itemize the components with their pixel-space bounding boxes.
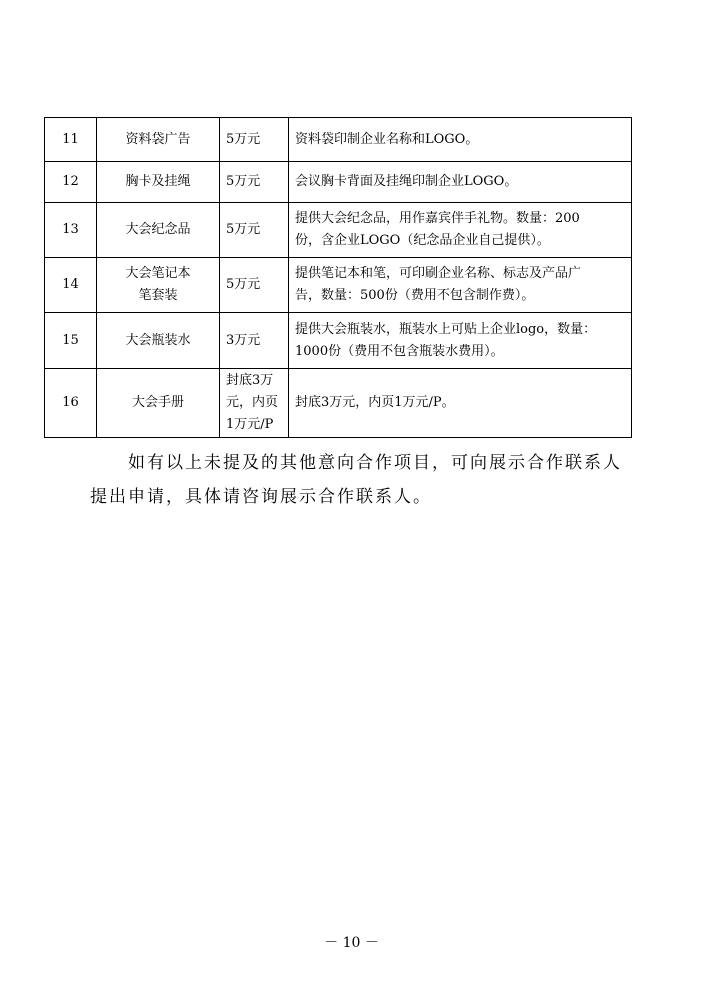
row-number: 13 [45, 203, 97, 258]
table-row [45, 162, 632, 203]
item-description-line: 提供大会纪念品，用作嘉宾伴手礼物。数量：200 [295, 211, 580, 226]
row-number: 15 [45, 313, 97, 369]
item-name-line: 大会瓶装水 [125, 332, 191, 348]
item-description-line: 提供笔记本和笔，可印刷企业名称、标志及产品广 [295, 266, 582, 281]
sponsorship-table [44, 117, 632, 438]
item-description [289, 203, 632, 258]
item-name-line: 大会手册 [131, 395, 184, 410]
page-number: － 10 － [324, 935, 379, 951]
item-price-line: 封底3万 [226, 373, 274, 388]
item-price-line: 5万元 [226, 222, 261, 237]
item-price-line: 3万元 [226, 332, 261, 348]
item-description [289, 118, 632, 162]
item-price-line: 1万元/P [226, 417, 274, 432]
item-name [97, 313, 220, 369]
item-name-line: 大会笔记本 [125, 266, 191, 281]
item-description-line: 1000份（费用不包含瓶装水费用）。 [295, 343, 504, 359]
item-price [220, 258, 289, 313]
item-price [220, 118, 289, 162]
item-description [289, 369, 632, 438]
table-row [45, 313, 632, 369]
item-name [97, 162, 220, 203]
table-row [45, 258, 632, 313]
item-description-line: 告，数量：500份（费用不包含制作费）。 [295, 288, 535, 303]
closing-note: 如有以上未提及的其他意向合作项目，可向展示合作联系人提出申请，具体请咨询展示合作联系人。 [90, 453, 622, 507]
row-number: 12 [45, 162, 97, 203]
table-row [45, 118, 632, 162]
item-description-line: 资料袋印制企业名称和LOGO。 [295, 131, 479, 147]
item-name [97, 258, 220, 313]
item-price [220, 203, 289, 258]
item-price-line: 5万元 [226, 174, 261, 189]
item-price-line: 元，内页 [226, 395, 279, 410]
item-description-line: 份，含企业LOGO（纪念品企业自己提供）。 [295, 233, 550, 248]
table-row [45, 203, 632, 258]
table-row [45, 369, 632, 438]
item-price [220, 313, 289, 369]
item-description-line: 会议胸卡背面及挂绳印制企业LOGO。 [295, 174, 518, 189]
row-number: 11 [45, 118, 97, 162]
row-number: 16 [45, 369, 97, 438]
item-description [289, 258, 632, 313]
item-name [97, 118, 220, 162]
item-name-line: 大会纪念品 [125, 222, 191, 237]
item-name [97, 203, 220, 258]
item-name-line: 胸卡及挂绳 [125, 174, 191, 189]
item-description [289, 313, 632, 369]
item-name [97, 369, 220, 438]
item-name-line: 资料袋广告 [125, 131, 191, 147]
item-description [289, 162, 632, 203]
item-description-line: 提供大会瓶装水，瓶装水上可贴上企业logo，数量： [295, 321, 597, 337]
row-number: 14 [45, 258, 97, 313]
item-price [220, 369, 289, 438]
item-price-line: 5万元 [226, 131, 261, 147]
item-name-line: 笔套装 [138, 288, 178, 303]
item-price [220, 162, 289, 203]
item-description-line: 封底3万元，内页1万元/P。 [295, 395, 455, 410]
item-price-line: 5万元 [226, 277, 261, 292]
